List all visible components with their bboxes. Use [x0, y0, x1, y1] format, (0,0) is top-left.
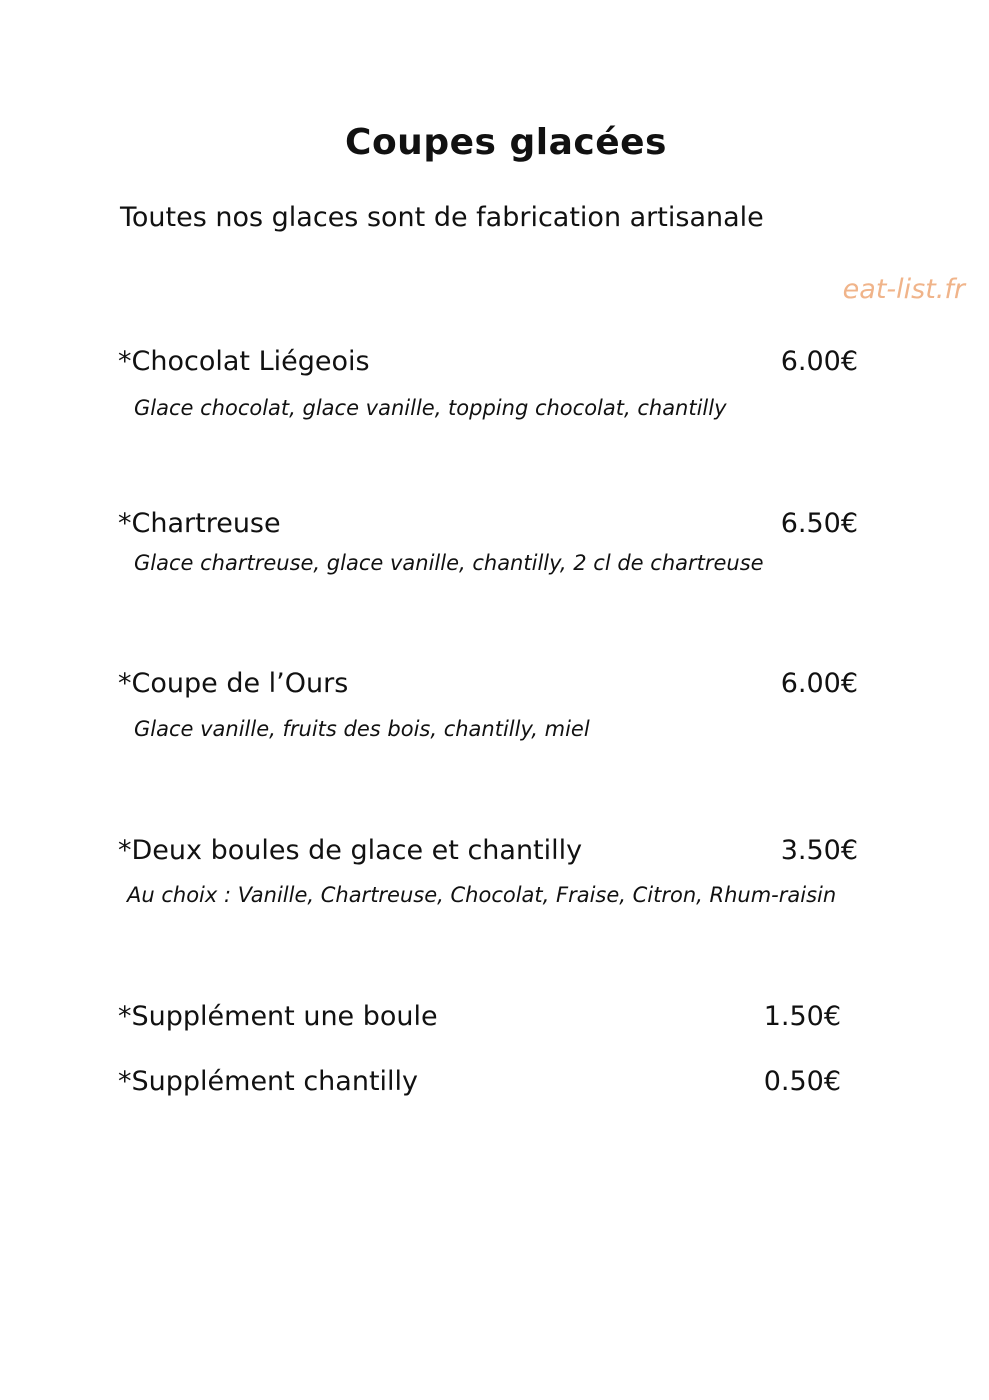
supplement-name: *Supplément chantilly	[118, 1066, 419, 1097]
supplement-price: 0.50€	[763, 1066, 841, 1097]
menu-item-description: Glace chartreuse, glace vanille, chantilly, 2 cl de chartreuse	[134, 551, 764, 575]
menu-item-name: *Chocolat Liégeois	[118, 346, 370, 377]
menu-item-price: 6.00€	[780, 346, 858, 377]
menu-item-description: Au choix : Vanille, Chartreuse, Chocolat, Fraise, Citron, Rhum-raisin	[127, 883, 837, 907]
menu-item-price: 6.50€	[780, 508, 858, 539]
menu-item-description: Glace chocolat, glace vanille, topping chocolat, chantilly	[134, 396, 727, 420]
menu-item-name: *Chartreuse	[118, 508, 281, 539]
menu-item-price: 3.50€	[780, 835, 858, 866]
menu-subtitle: Toutes nos glaces sont de fabrication artisanale	[120, 202, 764, 233]
supplement-name: *Supplément une boule	[118, 1001, 438, 1032]
supplement-price: 1.50€	[763, 1001, 841, 1032]
menu-item-description: Glace vanille, fruits des bois, chantilly, miel	[134, 717, 590, 741]
menu-item-price: 6.00€	[780, 668, 858, 699]
page-title: Coupes glacées	[345, 122, 667, 163]
watermark-text: eat-list.fr	[842, 274, 965, 305]
menu-item-name: *Deux boules de glace et chantilly	[118, 835, 583, 866]
menu-item-name: *Coupe de l’Ours	[118, 668, 349, 699]
